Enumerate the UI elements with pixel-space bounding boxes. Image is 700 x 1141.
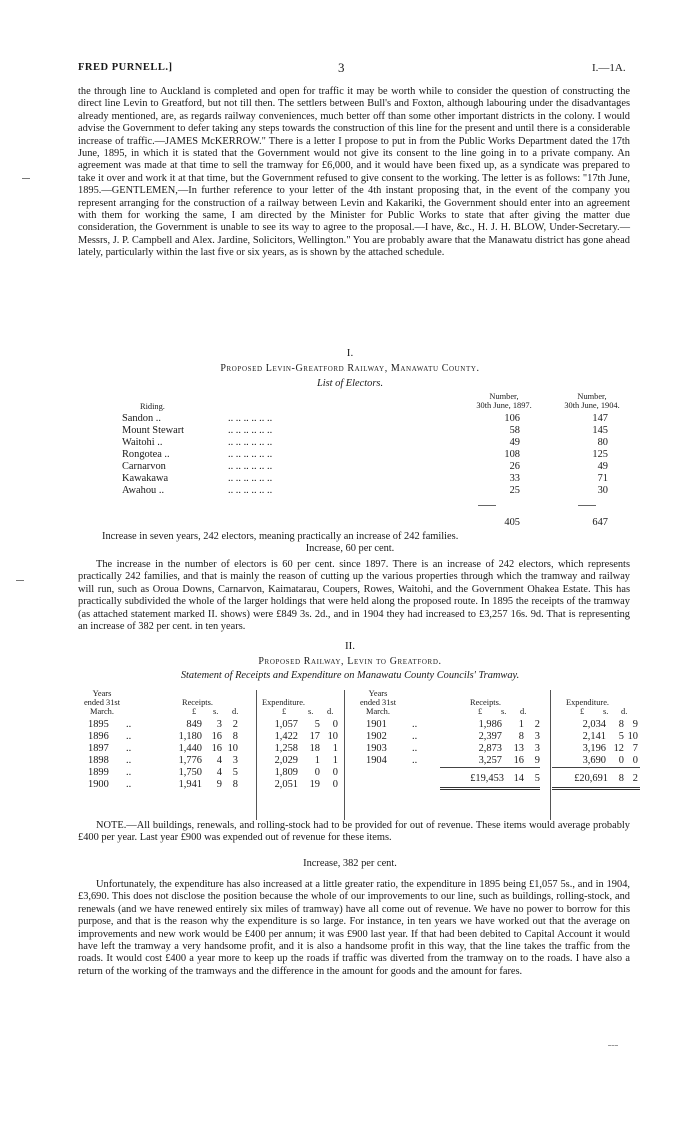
receipts-increase-percent: Increase, 382 per cent.: [303, 858, 397, 869]
count-1897: 108: [504, 449, 520, 460]
receipts-cell: 8: [232, 731, 238, 742]
paragraph-electors: The increase in the number of electors is 60 per cent. since 1897. There is an increase of 242 electors, which represents practically 242 families, and that is mainly the reason of cutting up the various properties through which the tramway and railway will run, such as Oroua Downs, Carnarvon, Kaimatarau, Coupers, Rowes, Waitohi, and the Government Ohakea Estate. This has practically subdivided the whole of the larger holdings that were held along the proposed route. In 1895 the receipts of the tramway (as attached statement marked II. shows) were £849 3s. 2d., and in 1904 they had increased to £3,257 16s. 9d. That is representing an increase of 382 per cent. in ten years.: [78, 559, 630, 633]
col-header-years-line1: Years: [368, 689, 388, 698]
receipts-cell: 9: [216, 779, 222, 790]
totals-row: [0, 517, 700, 529]
schedule-1-subtitle: List of Electors.: [316, 378, 384, 389]
receipts-cell: 849: [186, 719, 202, 730]
receipts-cell: 1,941: [178, 779, 202, 790]
expenditure-cell: 1,809: [274, 767, 298, 778]
receipts-cell: 9: [534, 755, 540, 766]
total-receipts-pence: 5: [534, 773, 540, 784]
leader-dots: .. .. .. .. .. ..: [228, 413, 273, 424]
schedule-2-subtitle: Statement of Receipts and Expenditure on Manawatu County Councils' Tramway.: [180, 670, 520, 681]
expenditure-cell: 2,034: [582, 719, 606, 730]
schedule-2-title: Proposed Railway, Levin to Greatford.: [258, 656, 442, 667]
margin-mark: [608, 1045, 618, 1046]
lsd-shilling: s.: [603, 707, 609, 716]
year-cell: 1904: [366, 755, 387, 766]
riding-name: Awahou ..: [122, 485, 165, 496]
count-1897: 49: [509, 437, 520, 448]
receipts-cell: 1,776: [178, 755, 202, 766]
count-1897: 25: [509, 485, 520, 496]
expenditure-cell: 1: [332, 755, 338, 766]
table-row: [0, 413, 700, 425]
receipts-cell: 4: [216, 755, 222, 766]
col-header-receipts-left: Receipts.: [182, 698, 213, 707]
lsd-pound: £: [282, 707, 287, 716]
year-cell: 1898: [88, 755, 109, 766]
electors-increase-percent: Increase, 60 per cent.: [305, 543, 395, 554]
expenditure-cell: 0: [618, 755, 624, 766]
col-header-1897-line1: Number,: [489, 392, 519, 401]
leader-dots: .. .. .. .. .. ..: [228, 437, 273, 448]
expenditure-cell: 12: [613, 743, 624, 754]
receipts-cell: 10: [227, 743, 238, 754]
expenditure-cell: 1,422: [274, 731, 298, 742]
year-cell: 1897: [88, 743, 109, 754]
count-1904: 80: [597, 437, 608, 448]
total-1897: 405: [504, 517, 520, 528]
paragraph-intro: the through line to Auckland is completed and open for traffic it may be worth while to consider the question of constructing the direct line Levin to Greatford, but not till then. The settlers between Bull's and Foxton, although labouring under the disadvantages already mentioned, are, as regards railway conveniences, much better off than some other important districts in the colony. I would advise the Government to defer taking any steps towards the construction of this line for the present and until there is a considerable increase of traffic.—JAMES McKERROW." There is a letter I propose to put in from the Public Works Department dated the 17th June, 1895, in which it is stated that the Government would not give its consent to the line going in to a private company. An agreement was made at that time to sell the tramway for £6,000, and it would have been fixed up, as a syndicate was prepared to take it over and work it at that time, but the Government refused to give consent to the working. The letter is as follows: "17th June, 1895.—GENTLEMEN,—In further reference to your letter of the 4th instant proposing that, in the event of the company you represent arranging for the construction of a railway between Levin and Kakariki, the Government should enter into an agreement with them for working the same, I am directed by the Minister for Public Works to state that after giving the matter due consideration, the Government is unable to see its way to agree to the proposal.—I have, &c., H. J. H. BLOW, Under-Secretary.—Messrs, J. P. Campbell and Alex. Jardine, Solicitors, Wellington." You are probably aware that the Manawatu district has gone ahead lately, particularly within the last five or six years, as is shown by the attached schedule.: [78, 86, 630, 259]
receipts-cell: 3: [534, 731, 540, 742]
col-header-years-line2: ended 31st: [83, 698, 121, 707]
receipts-cell: 2,873: [478, 743, 502, 754]
receipts-cell: 16: [513, 755, 524, 766]
expenditure-cell: 3,690: [582, 755, 606, 766]
col-header-years-right: [350, 689, 406, 716]
riding-name: Sandon ..: [122, 413, 161, 424]
expenditure-cell: 0: [332, 779, 338, 790]
receipts-cell: 3,257: [478, 755, 502, 766]
total-receipts-shillings: 14: [513, 773, 524, 784]
leader-dots: .. .. .. .. .. ..: [228, 485, 273, 496]
expenditure-cell: 19: [309, 779, 320, 790]
leader-dots: ..: [126, 755, 132, 766]
year-cell: 1901: [366, 719, 387, 730]
leader-dots: ..: [126, 767, 132, 778]
riding-name: Carnarvon: [122, 461, 166, 472]
receipts-cell: 2: [534, 719, 540, 730]
lsd-shilling: s.: [308, 707, 314, 716]
expenditure-cell: 18: [309, 743, 320, 754]
lsd-pound: £: [192, 707, 197, 716]
total-rule-expenditure: [552, 767, 640, 768]
finance-row-right: [0, 743, 700, 755]
riding-name: Waitohi ..: [122, 437, 163, 448]
expenditure-cell: 2,141: [582, 731, 606, 742]
note-paragraph: NOTE.—All buildings, renewals, and rolling-stock had to be provided for out of revenue. These items would average probably £400 per year. Last year £900 was expended out of revenue for these items.: [78, 820, 630, 844]
total-rule-1904: [578, 505, 596, 506]
col-header-years-left: [74, 689, 130, 716]
riding-name: Mount Stewart: [122, 425, 185, 436]
finance-totals-row: [0, 773, 700, 785]
col-header-receipts-right: Receipts.: [470, 698, 501, 707]
total-expenditure-pounds: £20,691: [574, 773, 608, 784]
paragraph-expenditure: Unfortunately, the expenditure has also increased at a little greater ratio, the expenditure in 1895 being £1,057 5s., and in 1904, £3,690. This does not disclose the position because the whole of our improvements to our line, such as buildings, rolling-stock, and renewals (and we have renewed entirely six miles of tramway) have all come out of revenue. We have no power to borrow for this purpose, and that is the reason why the expenditure is so large. For instance, in ten years we have worked out that the average on improvements and new work would be £400 per annum; it was £900 last year. If that had been debited to Capital Account it would have left the tramway a very handsome profit, and it is also a handsome profit in this way, that the line takes the traffic from the roads. It would cost £400 a year more to keep up the roads if traffic was diverted from the tramway on to the roads. I have also a return of the working of the tramways and the difference in the amount for goods and the amount for fares.: [78, 879, 630, 977]
count-1897: 58: [509, 425, 520, 436]
lsd-pence: d.: [232, 707, 239, 716]
page-number: 3: [338, 60, 345, 75]
leader-dots: ..: [126, 731, 132, 742]
col-header-years-line2: ended 31st: [359, 698, 397, 707]
riding-name: Rongotea ..: [122, 449, 170, 460]
lsd-pence: d.: [621, 707, 628, 716]
col-header-1904: [556, 392, 628, 410]
expenditure-cell: 9: [632, 719, 638, 730]
receipts-cell: 13: [513, 743, 524, 754]
count-1904: 49: [597, 461, 608, 472]
count-1897: 33: [509, 473, 520, 484]
expenditure-cell: 5: [314, 719, 320, 730]
total-rule-1897: [478, 505, 496, 506]
receipts-cell: 5: [232, 767, 238, 778]
count-1904: 145: [592, 425, 608, 436]
leader-dots: .. .. .. .. .. ..: [228, 449, 273, 460]
expenditure-cell: 10: [327, 731, 338, 742]
leader-dots: ..: [126, 779, 132, 790]
expenditure-cell: 1,057: [274, 719, 298, 730]
finance-row-right: [0, 719, 700, 731]
count-1904: 30: [597, 485, 608, 496]
col-header-1904-line1: Number,: [577, 392, 607, 401]
running-head-left: FRED PURNELL.]: [78, 62, 173, 73]
expenditure-cell: 2,029: [274, 755, 298, 766]
count-1897: 26: [509, 461, 520, 472]
total-expenditure-pence: 2: [632, 773, 638, 784]
receipts-cell: 2: [232, 719, 238, 730]
receipts-cell: 1,750: [178, 767, 202, 778]
receipts-cell: 3: [232, 755, 238, 766]
count-1904: 71: [597, 473, 608, 484]
table-row: [0, 449, 700, 461]
electors-increase-note: Increase in seven years, 242 electors, meaning practically an increase of 242 families.: [102, 531, 459, 542]
year-cell: 1903: [366, 743, 387, 754]
total-1904: 647: [592, 517, 608, 528]
table-row: [0, 485, 700, 497]
expenditure-cell: 2,051: [274, 779, 298, 790]
expenditure-cell: 0: [632, 755, 638, 766]
schedule-1-title: Proposed Levin-Greatford Railway, Manawatu County.: [220, 363, 480, 374]
expenditure-cell: 1: [332, 743, 338, 754]
col-header-expenditure-right: Expenditure.: [566, 698, 610, 707]
schedule-2-number: II.: [344, 640, 356, 652]
receipts-cell: 3: [534, 743, 540, 754]
count-1904: 147: [592, 413, 608, 424]
schedule-1-number: I.: [346, 347, 354, 359]
expenditure-cell: 1: [314, 755, 320, 766]
receipts-cell: 1,986: [478, 719, 502, 730]
expenditure-cell: 8: [618, 719, 624, 730]
receipts-cell: 2,397: [478, 731, 502, 742]
leader-dots: .. .. .. .. .. ..: [228, 473, 273, 484]
receipts-cell: 16: [211, 743, 222, 754]
leader-dots: ..: [412, 755, 418, 766]
double-rule-expenditure: [552, 787, 640, 790]
table-row: [0, 425, 700, 437]
leader-dots: .. .. .. .. .. ..: [228, 461, 273, 472]
receipts-cell: 1,440: [178, 743, 202, 754]
riding-name: Kawakawa: [122, 473, 169, 484]
receipts-cell: 16: [211, 731, 222, 742]
receipts-cell: 8: [232, 779, 238, 790]
leader-dots: ..: [412, 743, 418, 754]
lsd-shilling: s.: [501, 707, 507, 716]
col-header-years-line1: Years: [92, 689, 112, 698]
double-rule-receipts: [440, 787, 540, 790]
lsd-pence: d.: [327, 707, 334, 716]
table-row: [0, 437, 700, 449]
finance-row-right: [0, 731, 700, 743]
col-header-years-line3: March.: [366, 707, 390, 716]
lsd-pound: £: [478, 707, 483, 716]
expenditure-cell: 0: [332, 719, 338, 730]
year-cell: 1896: [88, 731, 109, 742]
expenditure-cell: 10: [627, 731, 638, 742]
count-1904: 125: [592, 449, 608, 460]
total-receipts-pounds: £19,453: [470, 773, 504, 784]
expenditure-cell: 5: [618, 731, 624, 742]
year-cell: 1900: [88, 779, 109, 790]
expenditure-cell: 1,258: [274, 743, 298, 754]
table-row: [0, 461, 700, 473]
col-header-1897-line2: 30th June, 1897.: [476, 401, 532, 410]
receipts-cell: 4: [216, 767, 222, 778]
leader-dots: ..: [412, 719, 418, 730]
year-cell: 1902: [366, 731, 387, 742]
total-rule-receipts: [440, 767, 540, 768]
expenditure-cell: 3,196: [582, 743, 606, 754]
col-header-years-line3: March.: [90, 707, 114, 716]
finance-row-right: [0, 755, 700, 767]
receipts-cell: 1: [518, 719, 524, 730]
year-cell: 1895: [88, 719, 109, 730]
receipts-cell: 8: [518, 731, 524, 742]
margin-mark: [22, 178, 30, 179]
leader-dots: ..: [412, 731, 418, 742]
year-cell: 1899: [88, 767, 109, 778]
expenditure-cell: 0: [332, 767, 338, 778]
col-header-1897: [468, 392, 540, 410]
col-header-riding: Riding.: [140, 402, 165, 411]
lsd-pence: d.: [520, 707, 527, 716]
expenditure-cell: 7: [632, 743, 638, 754]
receipts-cell: 3: [216, 719, 222, 730]
expenditure-cell: 0: [314, 767, 320, 778]
running-head-right: I.—1A.: [592, 62, 626, 74]
leader-dots: ..: [126, 743, 132, 754]
leader-dots: .. .. .. .. .. ..: [228, 425, 273, 436]
col-header-expenditure-left: Expenditure.: [262, 698, 306, 707]
table-row: [0, 473, 700, 485]
leader-dots: ..: [126, 719, 132, 730]
lsd-pound: £: [580, 707, 585, 716]
count-1897: 106: [504, 413, 520, 424]
lsd-shilling: s.: [213, 707, 219, 716]
margin-mark: [16, 580, 24, 581]
receipts-cell: 1,180: [178, 731, 202, 742]
total-expenditure-shillings: 8: [618, 773, 624, 784]
col-header-1904-line2: 30th June, 1904.: [564, 401, 620, 410]
expenditure-cell: 17: [309, 731, 320, 742]
